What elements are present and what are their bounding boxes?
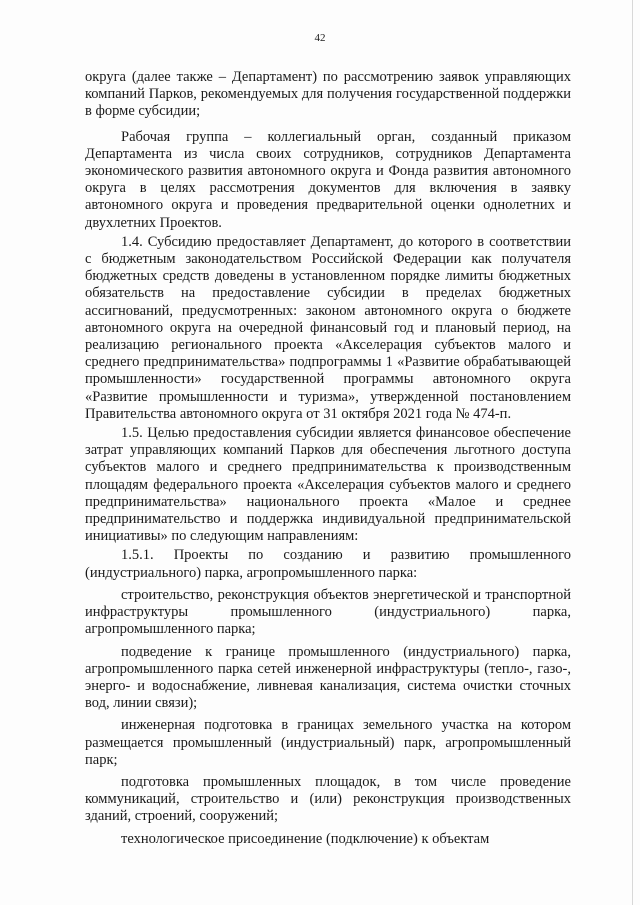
scan-edge-line <box>632 0 633 905</box>
page-number: 42 <box>314 32 326 44</box>
paragraph-1-5-1: 1.5.1. Проекты по созданию и развитию промышленного (индустриального) парка, агропромышленного парка: <box>85 547 571 581</box>
list-item-engineering-preparation: инженерная подготовка в границах земельного участка на котором размещается промышленный (индустриальный) парк, агропромышленный парк; <box>85 717 571 768</box>
paragraph-1-4: 1.4. Субсидию предоставляет Департамент, до которого в соответствии с бюджетным законодательством Российской Федерации как получателя бюджетных средств доведены в установленном порядке лимиты бюджетных обязательств на предоставление субсидии в пределах бюджетных ассигнований, предусмотренных: законом автономного округа о бюджете автономного округа на очередной финансовый год и плановый период, на реализацию регионального проекта «Акселерация субъектов малого и среднего предпринимательства» подпрограммы 1 «Развитие обрабатывающей промышленности» государственной программы автономного округа «Развитие промышленности и туризма», утвержденной постановлением Правительства автономного округа от 31 октября 2021 года № 474-п. <box>85 233 571 422</box>
list-item-construction: строительство, реконструкция объектов энергетической и транспортной инфраструктуры промышленного (индустриального) парка, агропромышленного парка; <box>85 586 571 638</box>
document-body <box>85 69 571 848</box>
paragraph-department-continuation: округа (далее также – Департамент) по рассмотрению заявок управляющих компаний Парков, рекомендуемых для получения государственной поддержки в форме субсидии; <box>85 69 571 120</box>
paragraph-1-5: 1.5. Целью предоставления субсидии является финансовое обеспечение затрат управляющих компаний Парков для обеспечения льготного доступа субъектов малого и среднего предпринимательства к производственным площадям федерального проекта «Акселерация субъектов малого и среднего предпринимательства» национального проекта «Малое и среднее предпринимательство и поддержка индивидуальной предпринимательской инициативы» по следующим направлениям: <box>85 425 571 545</box>
list-item-technological-connection: технологическое присоединение (подключение) к объектам <box>121 830 490 847</box>
paragraph-working-group: Рабочая группа – коллегиальный орган, созданный приказом Департамента из числа своих сотрудников, сотрудников Департамента экономического развития автономного округа и Фонда развития автономного округа в целях рассмотрения документов для включения в заявку автономного округа и проведения предварительной оценки однолетних и двухлетних Проектов. <box>85 128 571 231</box>
list-item-site-preparation: подготовка промышленных площадок, в том числе проведение коммуникаций, строительство и (или) реконструкция производственных зданий, строений, сооружений; <box>85 773 571 825</box>
list-item-networks: подведение к границе промышленного (индустриального) парка, агропромышленного парка сетей инженерной инфраструктуры (тепло-, газо-, энерго- и водоснабжение, ливневая канализация, система очистки сточных вод, линии связи); <box>85 643 571 712</box>
